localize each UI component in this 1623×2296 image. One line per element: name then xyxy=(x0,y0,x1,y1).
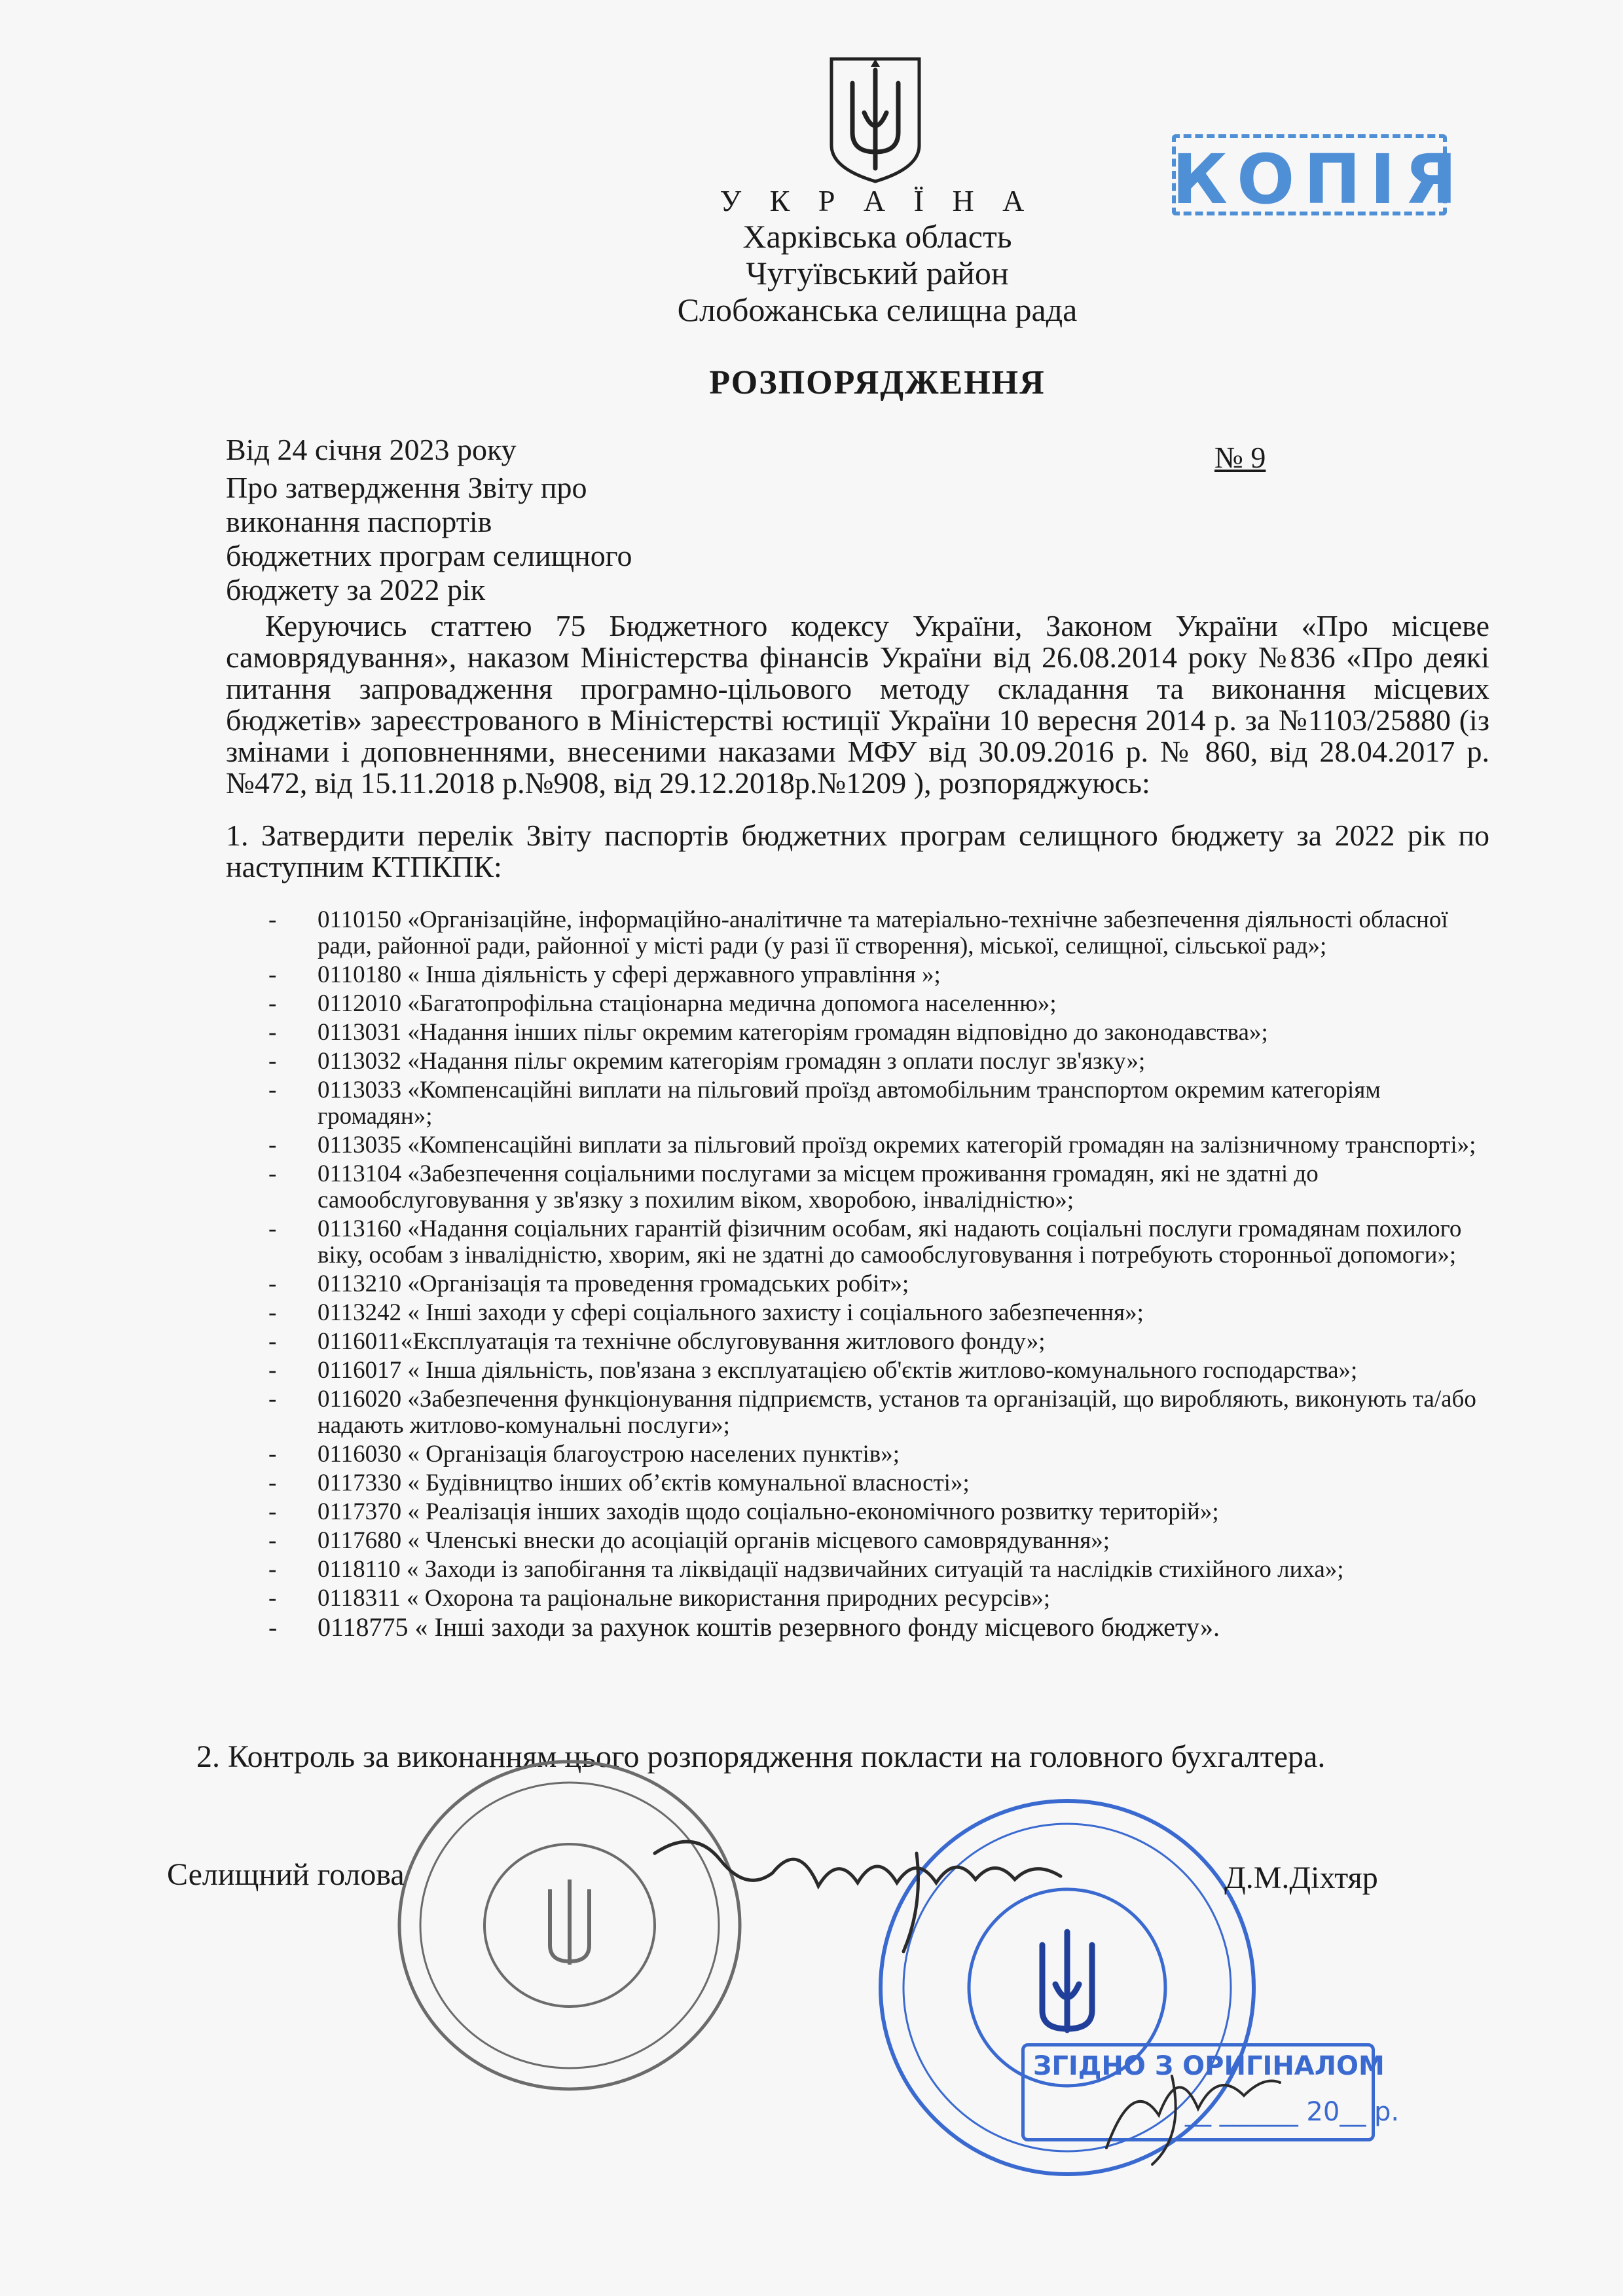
list-item: - 0113242 « Інші заходи у сфері соціального захисту і соціального забезпечення»; xyxy=(262,1300,1486,1326)
signer-position: Селищний голова xyxy=(167,1857,405,1892)
list-item: - 0113160 «Надання соціальних гарантій фізичним особам, які надають соціальні послуги громадянам похилого віку, особам з інвалідністю, хворим, які не здатні до самообслуговування і потребують сторонньої допомоги»; xyxy=(262,1216,1486,1268)
signer-name: Д.М.Діхтяр xyxy=(1224,1861,1378,1895)
subject-line: бюджетних програм селищного xyxy=(226,539,632,572)
list-item: - 0113104 «Забезпечення соціальними послугами за місцем проживання громадян, які не здатні до самообслуговування у зв'язку з похилим віком, хворобою, інвалідністю»; xyxy=(262,1161,1486,1213)
subject-line: Про затвердження Звіту про xyxy=(226,471,587,504)
program-list xyxy=(262,907,1486,1643)
list-item: - 0113035 «Компенсаційні виплати за пільговий проїзд окремих категорій громадян на залізничному транспорті»; xyxy=(262,1132,1486,1158)
subject-line: виконання паспортів xyxy=(226,505,492,538)
subject-line: бюджету за 2022 рік xyxy=(226,573,486,606)
copy-stamp xyxy=(1172,134,1467,226)
list-item: - 0118311 « Охорона та раціональне використання природних ресурсів»; xyxy=(262,1585,1486,1612)
list-item: - 0113032 «Надання пільг окремим категоріям громадян з оплати послуг зв'язку»; xyxy=(262,1048,1486,1075)
coat-of-arms-icon xyxy=(826,54,924,185)
list-item: - 0113033 «Компенсаційні виплати на пільговий проїзд автомобільним транспортом окремим категоріям громадян»; xyxy=(262,1077,1486,1130)
list-item: - 0110180 « Інша діяльність у сфері державного управління »; xyxy=(262,962,1486,988)
list-item: - 0118110 « Заходи із запобігання та ліквідації надзвичайних ситуацій та наслідків стихійного лиха»; xyxy=(262,1557,1486,1583)
list-item: - 0110150 «Організаційне, інформаційно-аналітичне та матеріально-технічне забезпечення діяльності обласної ради, районної ради, районної у місті ради (у разі її створення), міської, селищної, сільської рад»; xyxy=(262,907,1486,959)
list-item: - 0118775 « Інші заходи за рахунок коштів резервного фонду місцевого бюджету». xyxy=(262,1614,1486,1640)
document-number: № 9 xyxy=(1214,441,1266,474)
list-item: - 0116030 « Організація благоустрою населених пунктів»; xyxy=(262,1441,1486,1468)
list-item: - 0113210 «Організація та проведення громадських робіт»; xyxy=(262,1271,1486,1297)
document-date: Від 24 січня 2023 року xyxy=(226,433,517,466)
document-title: РОЗПОРЯДЖЕННЯ xyxy=(709,364,1046,401)
district-name: Чугуївський район xyxy=(746,255,1009,291)
certified-stamp-date: __ ______ 20__ р. xyxy=(1185,2097,1400,2127)
list-item: - 0113031 «Надання інших пільг окремим категоріям громадян відповідно до законодавства»; xyxy=(262,1020,1486,1046)
item-2-paragraph: 2. Контроль за виконанням цього розпорядження покласти на головного бухгалтера. xyxy=(196,1739,1326,1774)
preamble-paragraph: Керуючись статтею 75 Бюджетного кодексу України, Законом України «Про місцеве самоврядування», наказом Міністерства фінансів України від 26.08.2014 року №836 «Про деякі питання запровадження програмно-цільового методу складання та виконання місцевих бюджетів» зареєстрованого в Міністерстві юстиції України 10 вересня 2014 р. за №1103/25880 (із змінами і доповненнями, внесеними наказами МФУ від 30.09.2016 р. № 860, від 28.04.2017 р.№472, від 15.11.2018 р.№908, від 29.12.2018р.№1209 ), розпоряджуюсь: xyxy=(226,609,1489,800)
copy-stamp-text: КОПІЯ xyxy=(1172,139,1467,219)
list-item: - 0116020 «Забезпечення функціонування підприємств, установ та організацій, що виробляють, виконують та/або надають житлово-комунальні послуги»; xyxy=(262,1386,1486,1439)
list-item: - 0117680 « Членські внески до асоціацій органів місцевого самоврядування»; xyxy=(262,1528,1486,1554)
list-item: - 0117330 « Будівництво інших об’єктів комунальної власності»; xyxy=(262,1470,1486,1496)
country-name: У К Р А Ї Н А xyxy=(720,184,1035,217)
handwritten-signature xyxy=(642,1814,1100,1958)
region-name: Харківська область xyxy=(742,218,1012,255)
council-name: Слобожанська селищна рада xyxy=(677,291,1078,328)
list-item: - 0117370 « Реалізація інших заходів щодо соціально-економічного розвитку територій»; xyxy=(262,1499,1486,1525)
certifier-signature xyxy=(1093,2037,1290,2168)
certified-stamp-title: ЗГІДНО З ОРИГІНАЛОМ xyxy=(1033,2051,1385,2081)
list-item: - 0112010 «Багатопрофільна стаціонарна медична допомога населенню»; xyxy=(262,991,1486,1017)
item-1-paragraph: 1. Затвердити перелік Звіту паспортів бюджетних програм селищного бюджету за 2022 рік по наступним КТПКПК: xyxy=(226,819,1489,883)
list-item: - 0116011«Експлуатація та технічне обслуговування житлового фонду»; xyxy=(262,1329,1486,1355)
list-item: - 0116017 « Інша діяльність, пов'язана з експлуатацією об'єктів житлово-комунального господарства»; xyxy=(262,1358,1486,1384)
